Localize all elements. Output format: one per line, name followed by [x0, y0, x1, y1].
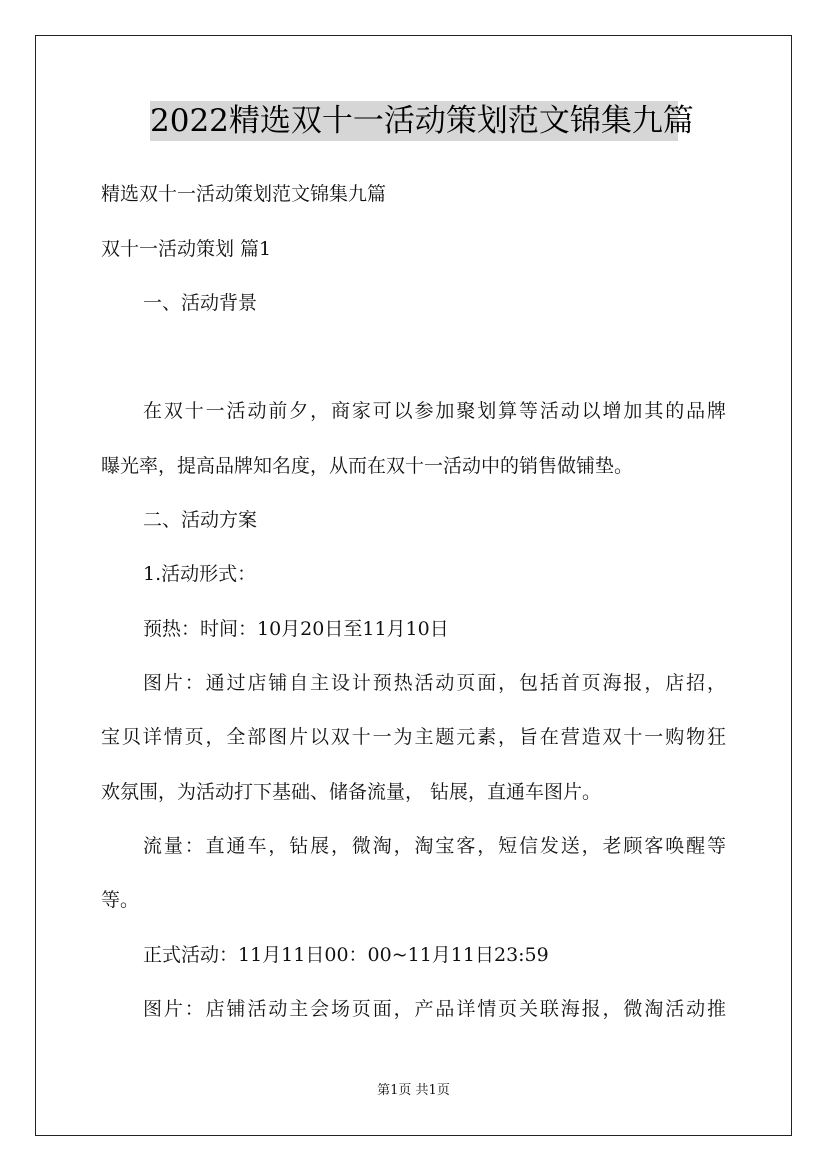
heading-background: 一、活动背景 [143, 292, 258, 314]
document-title: 2022精选双十一活动策划范文锦集九篇 [150, 103, 694, 139]
paragraph-line: 等。 [101, 889, 140, 911]
section-heading-part1: 双十一活动策划 篇1 [101, 238, 272, 260]
paragraph-line: 在双十一活动前夕，商家可以参加聚划算等活动以增加其的品牌 [143, 400, 726, 422]
heading-format: 1.活动形式： [143, 563, 257, 585]
paragraph-line: 曝光率，提高品牌知名度，从而在双十一活动中的销售做铺垫。 [101, 455, 634, 477]
paragraph-line: 流量：直通车，钻展，微淘，淘宝客，短信发送，老顾客唤醒等 [143, 835, 726, 857]
paragraph-line: 宝贝详情页，全部图片以双十一为主题元素，旨在营造双十一购物狂 [101, 726, 726, 748]
subtitle-line: 精选双十一活动策划范文锦集九篇 [101, 183, 387, 205]
heading-plan: 二、活动方案 [143, 509, 258, 531]
preheat-time-line: 预热：时间：10月20日至11月10日 [143, 618, 449, 640]
paragraph-line: 欢氛围，为活动打下基础、储备流量， 钻展，直通车图片。 [101, 781, 602, 803]
paragraph-line: 图片：店铺活动主会场页面，产品详情页关联海报，微淘活动推 [143, 998, 726, 1020]
page-footer: 第1页 共1页 [377, 1083, 450, 1098]
paragraph-line: 图片：通过店铺自主设计预热活动页面，包括首页海报，店招， [143, 672, 726, 694]
official-event-time-line: 正式活动：11月11日00：00~11月11日23:59 [143, 944, 549, 966]
